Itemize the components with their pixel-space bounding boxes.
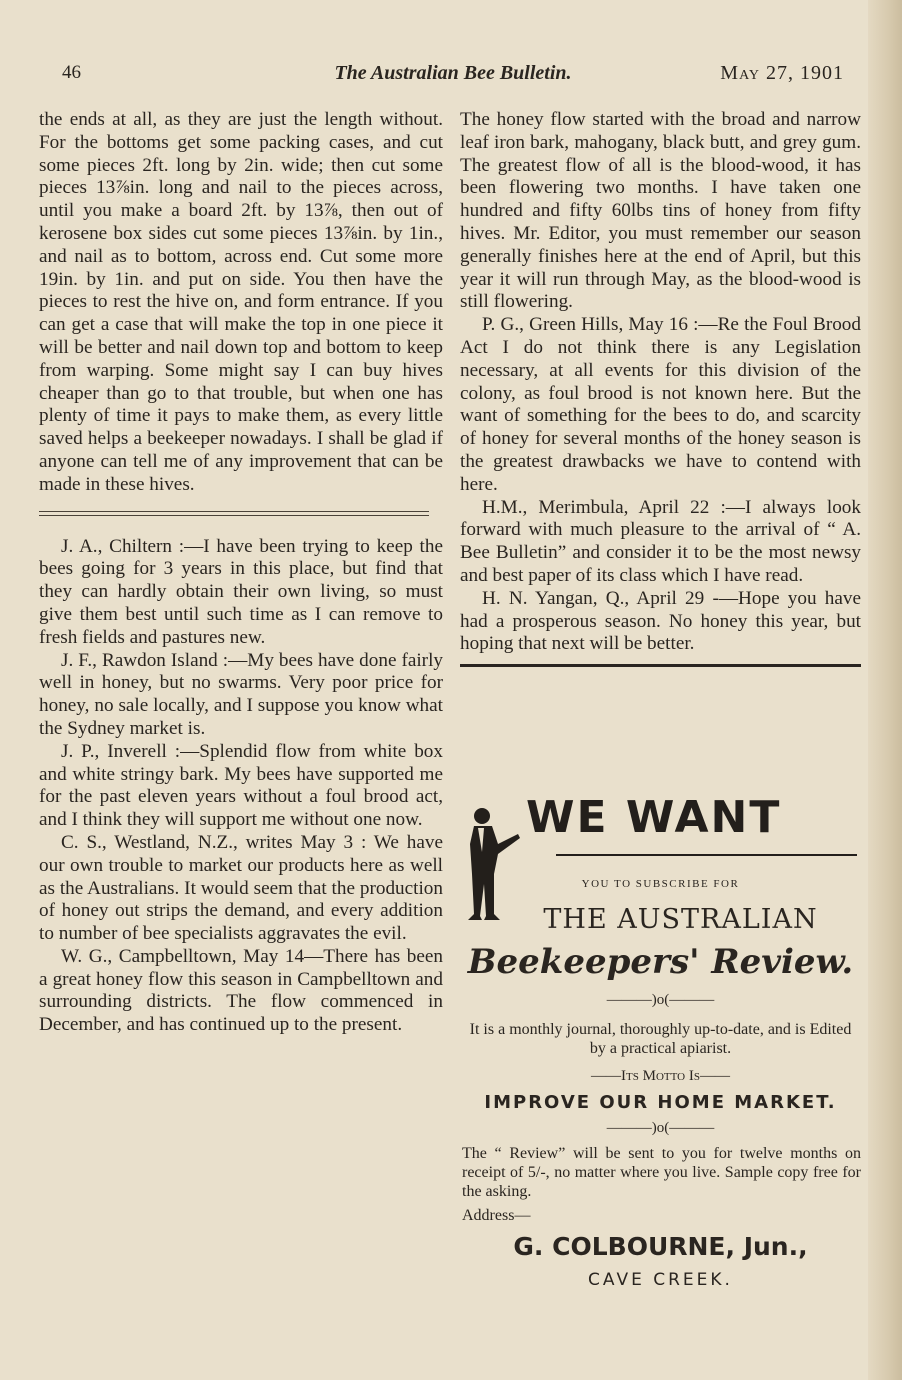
ad-publication-line2: Beekeepers' Review. <box>467 942 854 982</box>
ad-headline: WE WANT <box>526 792 782 843</box>
ad-publication-line1: THE AUSTRALIAN <box>543 904 818 935</box>
advertisement-top-rule <box>460 664 861 667</box>
page-header <box>62 62 844 92</box>
ad-terms: The “ Review” will be sent to you for twelve months on receipt of 5/-, no matter where you live. Sample copy free for the asking. <box>462 1145 861 1200</box>
ad-divider: ———)o(——— <box>606 1120 715 1136</box>
ad-address-label: Address— <box>462 1207 531 1224</box>
correspondent-note: W. G., Campbelltown, May 14—There has been a great honey flow this season in Campbelltown and surrounding districts. The flow commenced in December, and has continued up to the present. <box>39 945 443 1036</box>
correspondent-note: J. A., Chiltern :—I have been trying to keep the bees going for 3 years in this place, but find that they can hardly obtain their own living, so must give them best until such time as I can remove to fresh fields and pastures new. <box>39 535 443 648</box>
article-paragraph: The honey flow started with the broad and narrow leaf iron bark, mahogany, black butt, and grey gum. The greatest flow of all is the blood-wood, it has been flowering two months. I have taken one hundred and fifty 60lbs tins of honey from fifty hives. Mr. Editor, you must remember our season generally finishes here at the end of April, but this year it will run through May, as the blood-wood is still flowering. <box>460 109 861 313</box>
left-column <box>39 109 443 1037</box>
right-column <box>460 109 861 667</box>
correspondent-note: H.M., Merimbula, April 22 :—I always look forward with much pleasure to the arrival of “ A. Bee Bulletin” and consider it to be the most newsy and best paper of its class which I have read. <box>460 496 861 586</box>
publication-title: The Australian Bee Bulletin. <box>334 62 572 84</box>
advertisement <box>460 786 861 1296</box>
ad-description: It is a monthly journal, thoroughly up-to-date, and is Edited by a practical apiarist. <box>469 1021 852 1057</box>
ad-motto-label: ——Its Motto Is—— <box>591 1068 730 1084</box>
ad-contact-name: G. COLBOURNE, Jun., <box>513 1232 808 1261</box>
ad-subhead: YOU TO SUBSCRIBE FOR <box>581 878 740 890</box>
ad-contact-place: CAVE CREEK. <box>588 1270 733 1290</box>
page-number: 46 <box>62 62 81 83</box>
article-paragraph: the ends at all, as they are just the length without. For the bottoms get some packing cases, and cut some pieces 2ft. long by 2in. wide; then cut some pieces 13⅞in. long and nail to the pieces across, until you make a board 2ft. by 13⅞, then out of kerosene box sides cut some pieces 13⅞in. by 1in., and nail as to bottom, across end. Cut some more 19in. by 1in. and put on side. You then have the pieces to rest the hive on, and form entrance. If you can get a case that will make the top in one piece it will be better and nail down top and bottom to keep from warping. Some might say I can buy hives cheaper than go to that trouble, but when one has plenty of time it pays to make them, as every little saved helps a beekeeper nowadays. I shall be glad if anyone can tell me of any improvement that can be made in these hives. <box>39 109 443 495</box>
headline-underline <box>556 854 857 856</box>
correspondent-note: P. G., Green Hills, May 16 :—Re the Foul Brood Act I do not think there is any Legislation necessary, at all events for this division of the colony, as foul brood is not known here. But the want of something for the bees to do, and scarcity of honey for several months of the honey season is the greatest drawbacks we have to contend with here. <box>460 314 861 495</box>
correspondent-note: H. N. Yangan, Q., April 29 -—Hope you have had a prosperous season. No honey this year, but hoping that next will be better. <box>460 587 861 655</box>
ad-motto: IMPROVE OUR HOME MARKET. <box>484 1092 837 1113</box>
correspondent-note: J. P., Inverell :—Splendid flow from white box and white stringy bark. My bees have supported me for the past eleven years without a foul brood act, and I think they will support me without one now. <box>39 740 443 831</box>
issue-date: May 27, 1901 <box>720 62 844 84</box>
correspondent-note: J. F., Rawdon Island :—My bees have done fairly well in honey, but no swarms. Very poor price for honey, no sale locally, and I suppose you know what the Sydney market is. <box>39 649 443 739</box>
section-divider <box>39 511 429 516</box>
page-edge <box>868 0 902 1380</box>
correspondent-note: C. S., Westland, N.Z., writes May 3 : We have our own trouble to market our products here as well as the Australians. It would seem that the production of honey out strips the demand, and every addition to number of bee specialists aggravates the evil. <box>39 831 443 945</box>
ad-divider: ———)o(——— <box>606 992 715 1008</box>
